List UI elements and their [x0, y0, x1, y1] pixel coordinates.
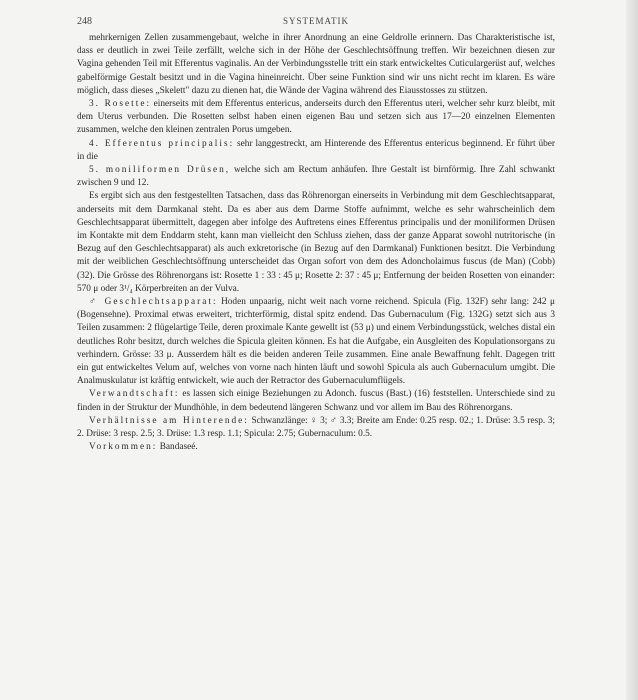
- paragraph-text: Hoden unpaarig, nicht weit nach vorne reichend. Spicula (Fig. 132F) sehr lang: 242 μ (Bogensehne). Proximal etwas erweitert, trichterförmig, distal spitz endend. Das Gubernaculum (Fig. 132G) setzt sich aus 3 Teilen zusammen: 2 flügelartige Teile, deren proximale Kante gewellt ist (53 μ) und einem Verbindungsstück, welches distal ein deutliches Rohr besitzt, durch welches die Spicula gleiten können. Es hat die Aufgabe, ein Ausgleiten des Kopulationsorgans zu verhindern. Grösse: 33 μ. Ausserdem hält es die beiden anderen Teile zusammen. Eine anale Bewaffnung fehlt. Dagegen tritt ein gut entwickeltes Velum auf, welches von vorne nach hinten läuft und sowohl Spicula als auch Gubernaculum umgibt. Die Analmuskulatur ist kräftig entwickelt, wie auch der Retractor des Gubernaculumflügels.: [77, 297, 555, 387]
- paragraph-text: sehr langgestreckt, am Hinterende des Efferentus entericus beginnend. Er führt über in die: [77, 138, 556, 162]
- paragraph-lead: Verhältnisse am Hinterende:: [89, 415, 249, 426]
- paragraph: [77, 138, 555, 164]
- paragraph: [77, 164, 555, 190]
- document-page: [77, 10, 555, 455]
- scan-edge: [626, 0, 638, 700]
- paragraph-lead: Verwandtschaft:: [89, 389, 180, 400]
- paragraph: [77, 388, 555, 414]
- paragraph-lead: 5. moniliformen Drüsen,: [89, 165, 231, 176]
- paragraph: [77, 32, 555, 98]
- paragraph: [77, 296, 555, 388]
- paragraph-text: Es ergibt sich aus den festgestellten Tatsachen, dass das Röhrenorgan einerseits in Verbindung mit dem Geschlechtsapparat, anderseits mit dem Darmkanal steht. Da es aber aus dem Darme Stoffe aufnimmt, welche es sehr wahrscheinlich dem Geschlechtsapparat übermittelt, dagegen aber infolge des Auftretens eines Efferentus principalis und der moniliformen Drüsen im Kontakte mit dem Enddarm steht, kann man vielleicht den Schluss ziehen, dass der ganze Apparat sowohl nutritorische (in Bezug auf den Geschlechtsapparat) als auch exkretorische (in Bezug auf den Darmkanal) Funktionen besitzt. Die Verbindung mit der weiblichen Geschlechtsöffnung unterscheidet das Organ sofort von dem des Adoncholaimus fuscus (de Man) (Cobb) (32). Die Grösse des Röhrenorgans ist: Rosette 1 : 33 : 45 μ; Rosette 2: 37 : 45 μ; Entfernung der beiden Rosetten von einander: 570 μ oder 3¹/₄ Körperbreiten an der Vulva.: [77, 191, 555, 294]
- paragraph: [77, 98, 555, 138]
- body-text: [77, 32, 555, 455]
- page-number: 248: [77, 16, 92, 27]
- paragraph-lead: 4. Efferentus principalis:: [89, 138, 235, 149]
- paragraph-lead: 3. Rosette:: [89, 99, 152, 110]
- paragraph: [77, 415, 555, 441]
- paragraph: [77, 190, 555, 296]
- paragraph-text: welche sich am Rectum anhäufen. Ihre Gestalt ist birnförmig. Ihre Zahl schwankt zwischen 9 und 12.: [77, 165, 555, 189]
- paragraph-text: es lassen sich einige Beziehungen zu Adonch. fuscus (Bast.) (16) feststellen. Unterschiede sind zu finden in der Struktur der Mundhöhle, in dem bedeutend längeren Schwanz und vor allem im Bau des Röhrenorgans.: [77, 389, 555, 413]
- paragraph-text: Bandaseé.: [157, 442, 198, 453]
- paragraph-lead: ♂ Geschlechtsapparat:: [89, 297, 218, 308]
- paragraph: [77, 441, 555, 454]
- paragraph-text: Schwanzlänge: ♀ 3; ♂ 3.3; Breite am Ende: 0.25 resp. 02.; 1. Drüse: 3.5 resp. 3; 2. Drüse: 3 resp. 2.5; 3. Drüse: 1.3 resp. 1.1; Spicula: 2.75; Gubernaculum: 0.5.: [77, 415, 555, 440]
- running-head: [77, 10, 555, 32]
- paragraph-lead: Vorkommen:: [89, 442, 158, 453]
- paragraph-text: mehrkernigen Zellen zusammengebaut, welche in ihrer Anordnung an eine Geldrolle erinnern. Das Charakteristische ist, dass er deutlich in zwei Teile zerfällt, welche sich in der Höhe der Geschlechtsöffnung treffen. Wir bezeichnen diesen zur Vagina gehenden Teil mit Efferentus vaginalis. An der Verbindungsstelle tritt ein stark entwickeltes Cuticulargerüst auf, welches gabelförmige Gestalt besitzt und in die Vagina hineinreicht. Über seine Funktion sind wir uns nicht recht im klaren. Es wäre möglich, dass dieses „Skelett" dazu zu dienen hat, die Wände der Vagina während des Eiausstosses zu stützen.: [77, 33, 555, 96]
- running-title: SYSTEMATIK: [282, 16, 349, 26]
- paragraph-text: einerseits mit dem Efferentus entericus, anderseits durch den Efferentus uteri, welcher sehr kurz bleibt, mit dem Uterus verbunden. Die Rosetten selbst haben einen eigenen Bau und setzen sich aus 17—20 einzelnen Elementen zusammen, welche den kleinen zentralen Porus umgeben.: [77, 99, 555, 136]
